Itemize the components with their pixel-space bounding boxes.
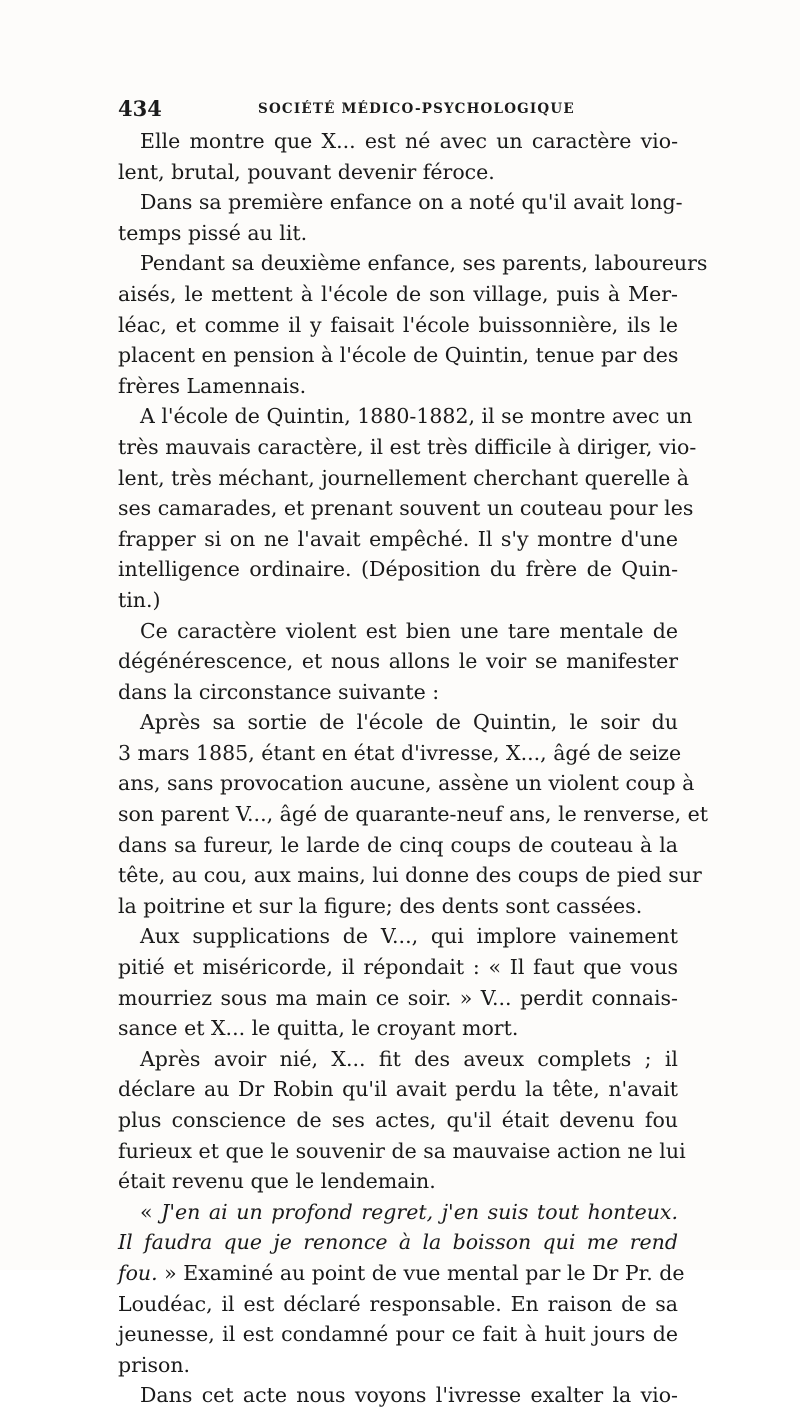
text-line: Loudéac, il est déclaré responsable. En raison de sa bbox=[118, 1291, 678, 1316]
text-line: Aux supplications de V..., qui implore vainement bbox=[140, 924, 678, 949]
text-line: Ce caractère violent est bien une tare mentale de bbox=[140, 618, 678, 643]
text-line: dans sa fureur, le larde de cinq coups de couteau à la bbox=[118, 832, 678, 857]
text-line: jeunesse, il est condamné pour ce fait à huit jours de bbox=[118, 1322, 678, 1347]
italic-word: fou. bbox=[118, 1260, 158, 1285]
text-line: frapper si on ne l'avait empêché. Il s'y montre d'une bbox=[118, 526, 678, 551]
text-line: Après sa sortie de l'école de Quintin, le soir du bbox=[140, 710, 678, 735]
text-line: Pendant sa deuxième enfance, ses parents, laboureurs bbox=[140, 251, 708, 276]
text-line-mixed bbox=[118, 1258, 685, 1289]
text-line-italic: Il faudra que je renonce à la boisson qui me rend bbox=[118, 1230, 678, 1255]
italic-quote: J'en ai un profond regret, j'en suis tout honteux. bbox=[161, 1199, 679, 1224]
text-line-quote bbox=[118, 1197, 678, 1228]
text-line: ans, sans provocation aucune, assène un violent coup à bbox=[118, 771, 695, 796]
body-text bbox=[118, 126, 708, 1411]
text-line: sance et X... le quitta, le croyant mort. bbox=[118, 1016, 519, 1041]
text-line: ses camarades, et prenant souvent un couteau pour les bbox=[118, 496, 694, 521]
text-line: dégénérescence, et nous allons le voir se manifester bbox=[118, 649, 678, 674]
text-line: aisés, le mettent à l'école de son village, puis à Mer- bbox=[118, 281, 678, 306]
text-line: son parent V..., âgé de quarante-neuf ans, le renverse, et bbox=[118, 802, 708, 827]
page-header bbox=[118, 96, 678, 124]
text-line: frères Lamennais. bbox=[118, 373, 307, 398]
text-line: plus conscience de ses actes, qu'il était devenu fou bbox=[118, 1108, 678, 1132]
text-line: Elle montre que X... est né avec un caractère vio- bbox=[140, 129, 678, 153]
text-line: léac, et comme il y faisait l'école buissonnière, ils le bbox=[118, 312, 678, 337]
roman-text: » Examiné au point de vue mental par le Dr Pr. de bbox=[157, 1260, 685, 1285]
quote-mark: « bbox=[140, 1199, 162, 1224]
text-line: tête, au cou, aux mains, lui donne des coups de pied sur bbox=[118, 863, 702, 888]
text-line: lent, brutal, pouvant devenir féroce. bbox=[118, 159, 495, 184]
text-line: 3 mars 1885, étant en état d'ivresse, X..., âgé de seize bbox=[118, 740, 682, 765]
text-line: Après avoir nié, X... fit des aveux complets ; il bbox=[140, 1046, 678, 1071]
text-line: mourriez sous ma main ce soir. » V... perdit connais- bbox=[118, 985, 678, 1010]
text-line: très mauvais caractère, il est très difficile à diriger, vio- bbox=[118, 434, 697, 459]
text-line: était revenu que le lendemain. bbox=[118, 1169, 436, 1194]
text-line: Dans cet acte nous voyons l'ivresse exalter la vio- bbox=[140, 1383, 678, 1408]
text-line: intelligence ordinaire. (Déposition du frère de Quin- bbox=[118, 557, 678, 582]
text-line: déclare au Dr Robin qu'il avait perdu la tête, n'avait bbox=[118, 1077, 678, 1102]
running-head: SOCIÉTÉ MÉDICO-PSYCHOLOGIQUE bbox=[258, 101, 575, 117]
text-line: temps pissé au lit. bbox=[118, 220, 308, 245]
text-line: tin.) bbox=[118, 587, 161, 612]
text-line: dans la circonstance suivante : bbox=[118, 679, 440, 704]
text-line: la poitrine et sur la figure; des dents sont cassées. bbox=[118, 893, 643, 918]
text-line: Dans sa première enfance on a noté qu'il avait long- bbox=[140, 190, 683, 215]
text-line: prison. bbox=[118, 1352, 191, 1377]
text-line: A l'école de Quintin, 1880-1882, il se montre avec un bbox=[140, 404, 693, 429]
text-line: placent en pension à l'école de Quintin, tenue par des bbox=[118, 343, 679, 368]
text-line: furieux et que le souvenir de sa mauvaise action ne lui bbox=[118, 1138, 686, 1163]
text-line: lent, très méchant, journellement cherchant querelle à bbox=[118, 465, 689, 490]
text-line: pitié et miséricorde, il répondait : « Il faut que vous bbox=[118, 955, 678, 980]
page-number: 434 bbox=[118, 96, 162, 121]
